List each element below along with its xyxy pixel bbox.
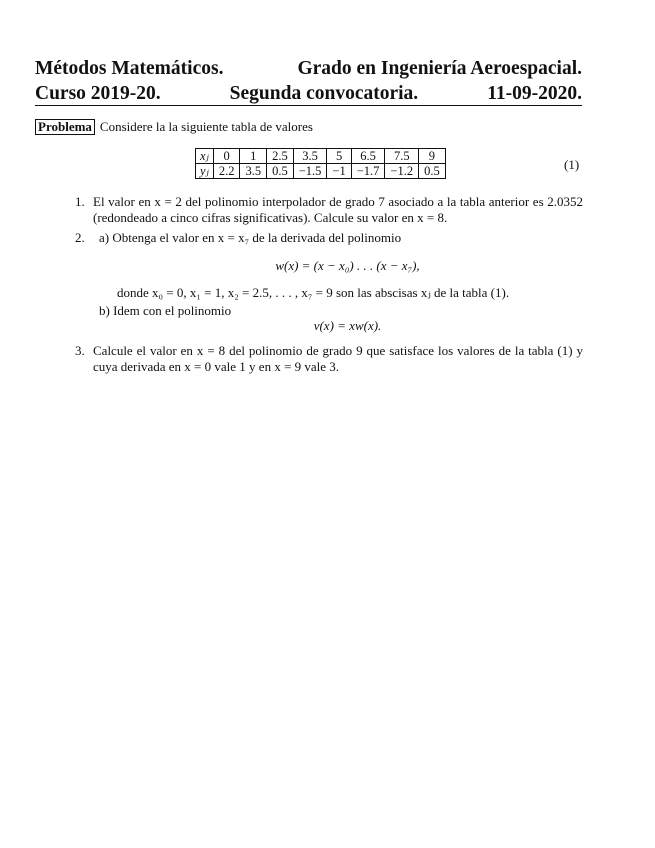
academic-year: Curso 2019-20. (35, 83, 161, 104)
table-cell-y: −1 (327, 164, 351, 179)
table-cell-x: 9 (419, 149, 446, 164)
table-cell-x: 7.5 (385, 149, 419, 164)
table-cell-x: 2.5 (267, 149, 294, 164)
header-rule (35, 105, 582, 106)
table-row-y (196, 164, 446, 179)
table-cell-y: 2.2 (213, 164, 240, 179)
exam-session: Segunda convocatoria. (229, 83, 419, 104)
question-1-text: El valor en x = 2 del polinomio interpolador de grado 7 asociado a la tabla anterior es 2.0352 (redondeado a cinco cifras significativas). Calcule su valor en x = 8. (93, 194, 583, 225)
table-cell-y: 0.5 (419, 164, 446, 179)
problem-intro (35, 119, 582, 135)
question-3 (75, 343, 583, 375)
table-cell-x: 5 (327, 149, 351, 164)
table-cell-y: −1.2 (385, 164, 419, 179)
exam-header (35, 56, 582, 106)
question-2b-text: b) Idem con el polinomio (99, 303, 232, 318)
values-table (195, 148, 446, 179)
exam-date: 11-09-2020. (487, 83, 582, 104)
header-line-2 (35, 81, 582, 106)
question-1-number: 1. (75, 194, 85, 209)
question-3-text: Calcule el valor en x = 8 del polinomio de grado 9 que satisface los valores de la tabla (1) y cuya derivada en x = 0 vale 1 y en x = 9 vale 3. (93, 343, 583, 374)
question-1 (75, 194, 583, 226)
question-2a-donde: donde x₀ = 0, x₁ = 1, x₂ = 2.5, . . . , x₇ = 9 son las abscisas xⱼ de la tabla (1). (117, 285, 510, 300)
equation-w: w(x) = (x − x₀) . . . (x − x₇), (275, 258, 420, 273)
equation-v: v(x) = xw(x). (313, 318, 382, 333)
table-cell-y: −1.5 (293, 164, 327, 179)
table-row-x (196, 149, 446, 164)
table-cell-y: 3.5 (240, 164, 267, 179)
y-header-cell: yⱼ (196, 164, 214, 179)
degree-title: Grado en Ingeniería Aeroespacial. (297, 58, 582, 79)
header-line-1 (35, 56, 582, 81)
problem-label: Problema (35, 119, 95, 135)
table-cell-x: 3.5 (293, 149, 327, 164)
table-cell-y: −1.7 (351, 164, 385, 179)
x-header-cell: xⱼ (196, 149, 214, 164)
problem-intro-text: Considere la la siguiente tabla de valores (99, 119, 313, 134)
table-cell-x: 1 (240, 149, 267, 164)
table-cell-y: 0.5 (267, 164, 294, 179)
table-cell-x: 0 (213, 149, 240, 164)
course-title: Métodos Matemáticos. (35, 58, 224, 79)
table-cell-x: 6.5 (351, 149, 385, 164)
question-3-number: 3. (75, 343, 85, 358)
question-2a-text: a) Obtenga el valor en x = x₇ de la derivada del polinomio (99, 230, 402, 245)
question-2-number: 2. (75, 230, 85, 245)
equation-number: (1) (564, 157, 580, 172)
